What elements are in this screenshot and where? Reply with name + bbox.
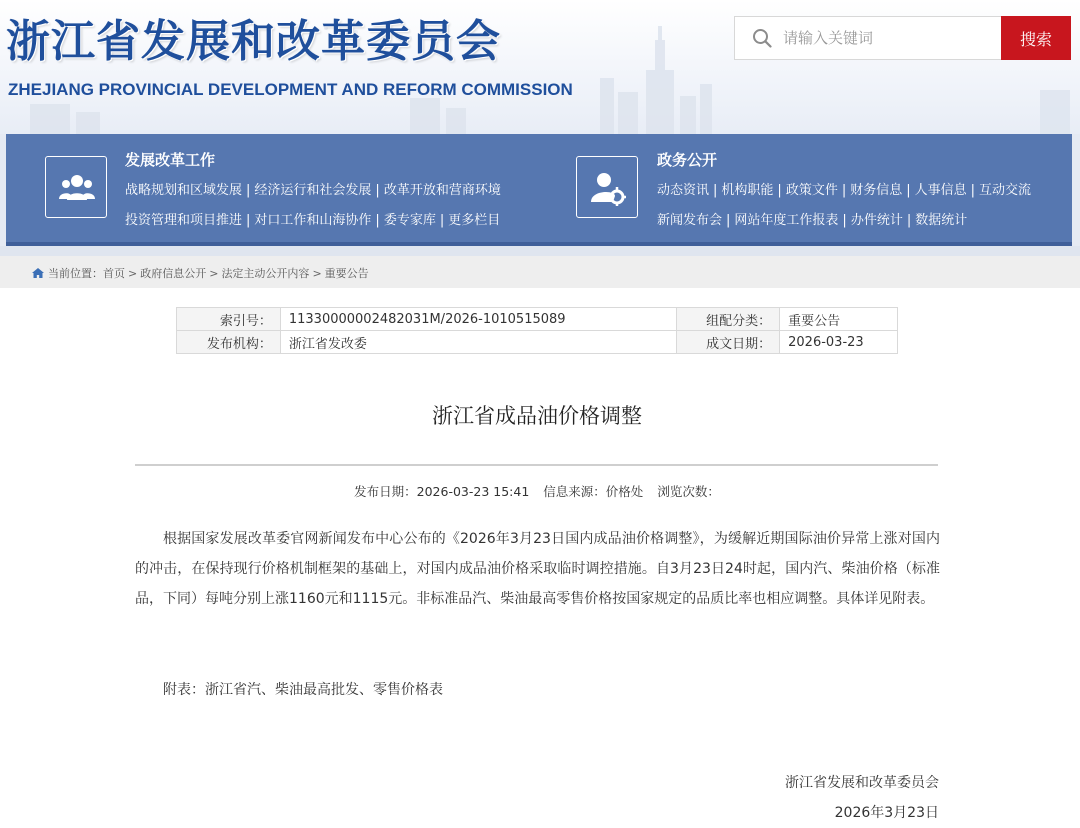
nav-separator: |	[842, 213, 847, 228]
home-icon	[32, 268, 44, 278]
nav-separator: |	[777, 183, 782, 198]
user-gear-icon	[590, 170, 626, 206]
nav-separator: |	[439, 213, 445, 228]
document-meta-table	[176, 307, 898, 354]
nav-separator: |	[841, 183, 847, 198]
people-icon	[59, 170, 95, 206]
nav-separator: |	[713, 183, 718, 198]
nav-link-data-statistics[interactable]: 数据统计	[915, 213, 968, 228]
nav-separator: |	[906, 183, 911, 198]
nav-separator: |	[970, 183, 976, 198]
nav-link-investment[interactable]: 投资管理和项目推进	[125, 213, 243, 228]
breadcrumb-separator: >	[312, 267, 322, 280]
nav-separator: |	[906, 213, 912, 228]
written-date-label: 成文日期：	[677, 331, 780, 354]
breadcrumb-prefix: 当前位置：	[48, 267, 103, 280]
nav-group-icon-box	[576, 156, 638, 218]
breadcrumb-item-home[interactable]: 首页	[103, 267, 125, 280]
nav-link-functions[interactable]: 机构职能	[721, 183, 774, 198]
nav-link-economic-operation[interactable]: 经济运行和社会发展	[254, 183, 372, 198]
site-header	[0, 0, 1080, 134]
publish-date: 发布日期：2026-03-23 15:41	[354, 484, 530, 499]
nav-link-expert-library[interactable]: 委专家库	[383, 213, 436, 228]
breadcrumb-inner	[32, 265, 369, 281]
search-icon	[752, 28, 772, 48]
nav-link-finance[interactable]: 财务信息	[850, 183, 903, 198]
nav-separator: |	[375, 183, 380, 198]
nav-separator: |	[726, 213, 731, 228]
signature	[785, 768, 939, 828]
nav-group-reform-work	[6, 134, 536, 242]
breadcrumb	[0, 256, 1080, 288]
title-divider	[135, 464, 938, 466]
breadcrumb-separator: >	[209, 267, 219, 280]
signature-org: 浙江省发展和改革委员会	[785, 775, 939, 791]
search-input[interactable]	[783, 17, 1001, 59]
nav-panel	[6, 134, 1072, 242]
nav-link-case-statistics[interactable]: 办件统计	[850, 213, 903, 228]
nav-separator: |	[375, 213, 380, 228]
meta-row	[177, 308, 898, 331]
main-nav	[0, 134, 1080, 246]
nav-group-title[interactable]: 政务公开	[657, 151, 718, 169]
nav-link-more-columns[interactable]: 更多栏目	[448, 213, 501, 228]
breadcrumb-separator: >	[128, 267, 138, 280]
index-number-label: 索引号：	[177, 308, 281, 331]
attachment-note: 附表：浙江省汽、柴油最高批发、零售价格表	[163, 682, 443, 698]
nav-link-interaction[interactable]: 互动交流	[979, 183, 1032, 198]
nav-link-news[interactable]: 动态资讯	[657, 183, 710, 198]
meta-row	[177, 331, 898, 354]
breadcrumb-item-announcements[interactable]: 重要公告	[324, 267, 369, 280]
nav-link-pairing-work[interactable]: 对口工作和山海协作	[254, 213, 372, 228]
site-title: 浙江省发展和改革委员会	[6, 16, 501, 67]
publisher-label: 发布机构：	[177, 331, 281, 354]
view-count: 浏览次数：	[657, 484, 720, 499]
signature-date: 2026年3月23日	[834, 805, 939, 821]
nav-group-government-affairs	[536, 134, 1072, 242]
nav-link-annual-report[interactable]: 网站年度工作报表	[734, 213, 839, 228]
nav-row	[125, 209, 500, 228]
nav-shadow-strip	[0, 246, 1080, 256]
article-meta	[0, 482, 1074, 500]
category-value: 重要公告	[780, 308, 898, 331]
article-body: 根据国家发展改革委官网新闻发布中心公布的《2026年3月23日国内成品油价格调整》，为缓解近期国际油价异常上涨对国内的冲击，在保持现行价格机制框架的基础上，对国内成品油价格采取临时调控措施。自3月23日24时起，国内汽、柴油价格（标准品，下同）每吨分别上涨1160元和1115元。非标准品汽、柴油最高零售价格按国家规定的品质比率也相应调整。具体详见附表。	[135, 531, 940, 607]
written-date-value: 2026-03-23	[780, 331, 898, 354]
nav-row	[657, 209, 967, 228]
index-number-value: 11330000002482031M/2026-1010515089	[280, 308, 676, 331]
nav-link-strategic-planning[interactable]: 战略规划和区域发展	[125, 183, 243, 198]
nav-link-policy-documents[interactable]: 政策文件	[785, 183, 838, 198]
nav-row	[125, 179, 501, 198]
breadcrumb-item-gov-info[interactable]: 政府信息公开	[140, 267, 207, 280]
nav-separator: |	[246, 213, 251, 228]
publisher-value: 浙江省发改委	[280, 331, 676, 354]
info-source: 信息来源：价格处	[543, 484, 644, 499]
nav-link-reform-opening[interactable]: 改革开放和营商环境	[383, 183, 501, 198]
nav-link-press-conference[interactable]: 新闻发布会	[657, 213, 723, 228]
article-title: 浙江省成品油价格调整	[432, 404, 642, 428]
search-button[interactable]: 搜索	[1001, 16, 1071, 60]
site-subtitle: ZHEJIANG PROVINCIAL DEVELOPMENT AND REFORM COMMISSION	[8, 80, 573, 99]
category-label: 组配分类：	[677, 308, 780, 331]
search-box	[734, 16, 1071, 60]
breadcrumb-item-statutory[interactable]: 法定主动公开内容	[221, 267, 310, 280]
nav-link-personnel[interactable]: 人事信息	[914, 183, 967, 198]
nav-row	[657, 179, 1031, 198]
nav-group-icon-box	[45, 156, 107, 218]
nav-separator: |	[246, 183, 251, 198]
nav-group-title[interactable]: 发展改革工作	[125, 151, 216, 169]
